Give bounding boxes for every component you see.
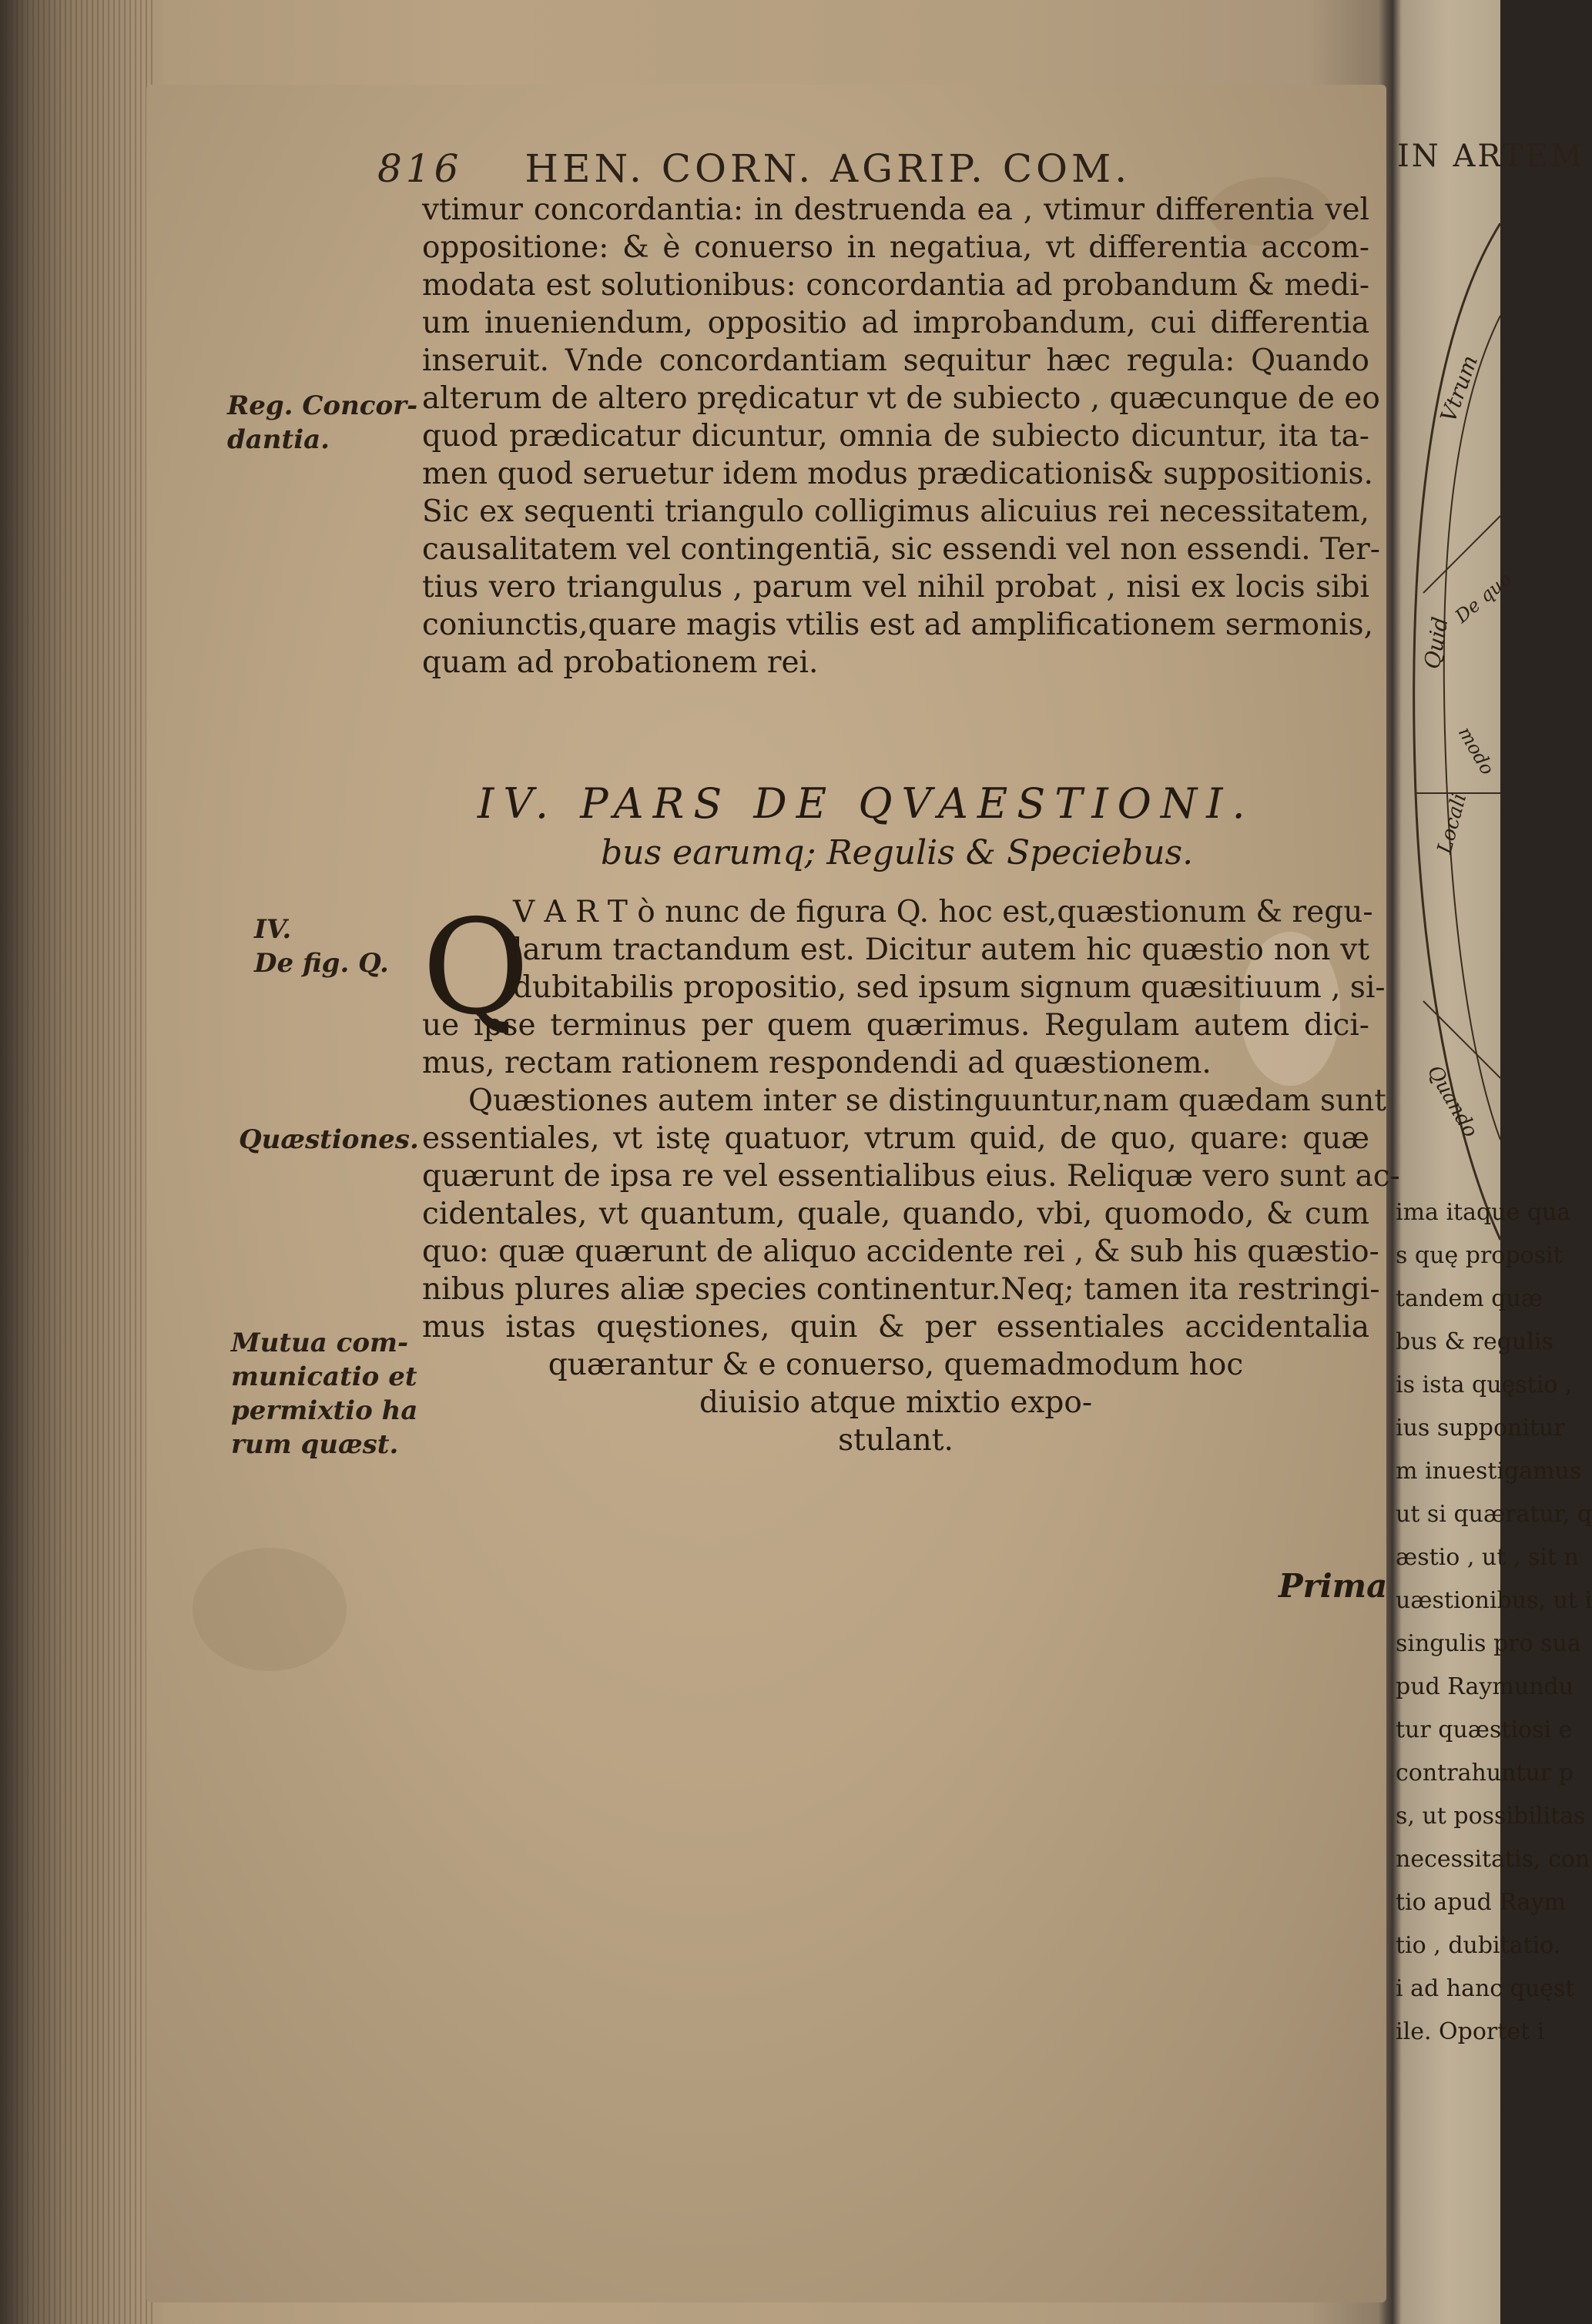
diagram-word: Locali <box>1433 791 1472 856</box>
text-line: tius vero triangulus , parum vel nihil probat , nisi ex locis sibi <box>422 570 1369 604</box>
text-line: causalitatem vel contingentiā, sic essendi vel non essendi. Ter- <box>422 532 1380 567</box>
page-number: 816 <box>377 146 463 191</box>
facing-text-line: ima itaque qua <box>1396 1199 1571 1226</box>
margin-note-line: Reg. Concor- <box>227 390 418 421</box>
margin-note-line: municatio et <box>231 1361 417 1392</box>
text-line: um inueniendum, oppositio ad improbandum, cui differentia <box>422 306 1369 340</box>
text-line: Sic ex sequenti triangulo colligimus alicuius rei necessitatem, <box>422 494 1369 529</box>
text-line: essentiales, vt istę quatuor, vtrum quid, de quo, quare: quæ <box>422 1121 1369 1156</box>
running-head <box>377 146 1240 191</box>
margin-note-line: dantia. <box>227 424 330 455</box>
diagram-word: De quo <box>1450 568 1516 628</box>
text-line: quo: quæ quærunt de aliquo accidente rei , & sub his quæstio- <box>422 1234 1379 1269</box>
catchword: Prima <box>1279 1567 1388 1605</box>
facing-text-line: uæstionibus, ut i <box>1396 1587 1592 1614</box>
text-line: V A R T ò nunc de figura Q. hoc est,quæstionum & regu- <box>513 895 1373 929</box>
section-subtitle: bus earumq; Regulis & Speciebus. <box>601 833 1194 872</box>
facing-text-line: s quę proposit <box>1396 1242 1563 1269</box>
paragraph-2 <box>422 893 1400 1459</box>
facing-text-line: tandem quæ <box>1396 1285 1543 1312</box>
text-line: diuisio atque mixtio expo- <box>699 1385 1093 1420</box>
facing-text-line: m inuestigamus <box>1396 1458 1582 1485</box>
margin-note-line: Mutua com- <box>231 1328 409 1358</box>
diagram-word: modo <box>1453 723 1499 779</box>
text-line: quod prædicatur dicuntur, omnia de subiecto dicuntur, ita ta- <box>422 419 1369 454</box>
text-line: inseruit. Vnde concordantiam sequitur hæc regula: Quando <box>422 343 1369 378</box>
facing-text-line: ius supponitur <box>1396 1415 1565 1442</box>
margin-note-mutua <box>231 1326 439 1462</box>
margin-note-line: permixtio ha <box>231 1395 418 1426</box>
paragraph-1 <box>422 191 1380 681</box>
text-line: oppositione: & è conuerso in negatiua, vt differentia accom- <box>422 230 1369 265</box>
diagram-word: Quando <box>1422 1061 1483 1142</box>
facing-text-line: tio apud Raym <box>1396 1889 1566 1916</box>
text-line: ue ipse terminus per quem quærimus. Regulam autem dici- <box>422 1008 1369 1043</box>
text-line: mus, rectam rationem respondendi ad quæstionem. <box>422 1046 1212 1080</box>
margin-note-line: De fig. Q. <box>254 948 389 979</box>
facing-text-line: ut si quæratur, q <box>1396 1501 1592 1528</box>
text-line: coniunctis,quare magis vtilis est ad amplificationem sermonis, <box>422 608 1374 642</box>
text-line: cidentales, vt quantum, quale, quando, vbi, quomodo, & cum <box>422 1197 1369 1231</box>
facing-text-line: ile. Oportet i <box>1396 2018 1545 2045</box>
text-line: modata est solutionibus: concordantia ad probandum & medi- <box>422 268 1369 303</box>
section-title: IV. PARS DE QVAESTIONI. <box>478 779 1255 828</box>
facing-text-line: is ista quęstio , <box>1396 1371 1573 1398</box>
text-line: vtimur concordantia: in destruenda ea , vtimur differentia vel <box>422 193 1369 227</box>
margin-note-regula <box>227 389 435 457</box>
diagram-word: Vtrum <box>1435 352 1483 426</box>
text-line: alterum de altero prędicatur vt de subiecto , quæcunque de eo <box>422 381 1380 416</box>
facing-text-line: tio , dubitatio. <box>1396 1932 1561 1959</box>
text-line: nibus plures aliæ species continentur.Neq; tamen ita restringi- <box>422 1272 1380 1307</box>
diagram-word: Quid <box>1419 614 1453 671</box>
drop-cap: Q <box>422 892 530 1044</box>
facing-text-line: pud Raymundu <box>1396 1673 1574 1700</box>
text-line: quam ad probationem rei. <box>422 645 819 680</box>
facing-text-line: bus & regulis <box>1396 1328 1553 1355</box>
margin-note-line: rum quæst. <box>231 1429 399 1460</box>
facing-text-line: singulis pro sua <box>1396 1630 1581 1657</box>
facing-text-line: s, ut possibilitas <box>1396 1803 1586 1830</box>
facing-text-line: necessitatis, con <box>1396 1846 1590 1873</box>
running-title: HEN. CORN. AGRIP. COM. <box>525 146 1131 191</box>
text-line: quærunt de ipsa re vel essentialibus eius. Reliquæ vero sunt ac- <box>422 1159 1400 1194</box>
facing-text-line: i ad hanc quęst <box>1396 1975 1575 2002</box>
text-line: stulant. <box>838 1423 954 1458</box>
text-line: dubitabilis propositio, sed ipsum signum quæsitiuum , si- <box>513 970 1386 1005</box>
text-line: quærantur & e conuerso, quemadmodum hoc <box>548 1348 1244 1382</box>
facing-text-line: tur quæstiosi e <box>1396 1716 1573 1743</box>
text-line: larum tractandum est. Dicitur autem hic quæstio non vt <box>513 933 1369 967</box>
page-edges <box>0 0 154 2324</box>
facing-text-line: æstio , ut , sit n <box>1396 1544 1579 1571</box>
facing-text-line: contrahuntur p <box>1396 1760 1574 1787</box>
facing-page <box>1393 108 1592 2310</box>
margin-note-quaestiones <box>239 1123 447 1157</box>
margin-note-figura <box>254 913 462 980</box>
margin-note-line: Quæstiones. <box>239 1124 419 1155</box>
facing-running-head: IN ARTEM <box>1397 139 1584 174</box>
text-line: Quæstiones autem inter se distinguuntur,nam quædam sunt <box>468 1083 1386 1118</box>
margin-note-line: IV. <box>254 914 292 945</box>
text-line: mus istas quęstiones, quin & per essentiales accidentalia <box>422 1310 1369 1345</box>
circle-diagram-fragment <box>1393 193 1516 1255</box>
text-line: men quod seruetur idem modus prædicationis& suppositionis. <box>422 457 1373 491</box>
